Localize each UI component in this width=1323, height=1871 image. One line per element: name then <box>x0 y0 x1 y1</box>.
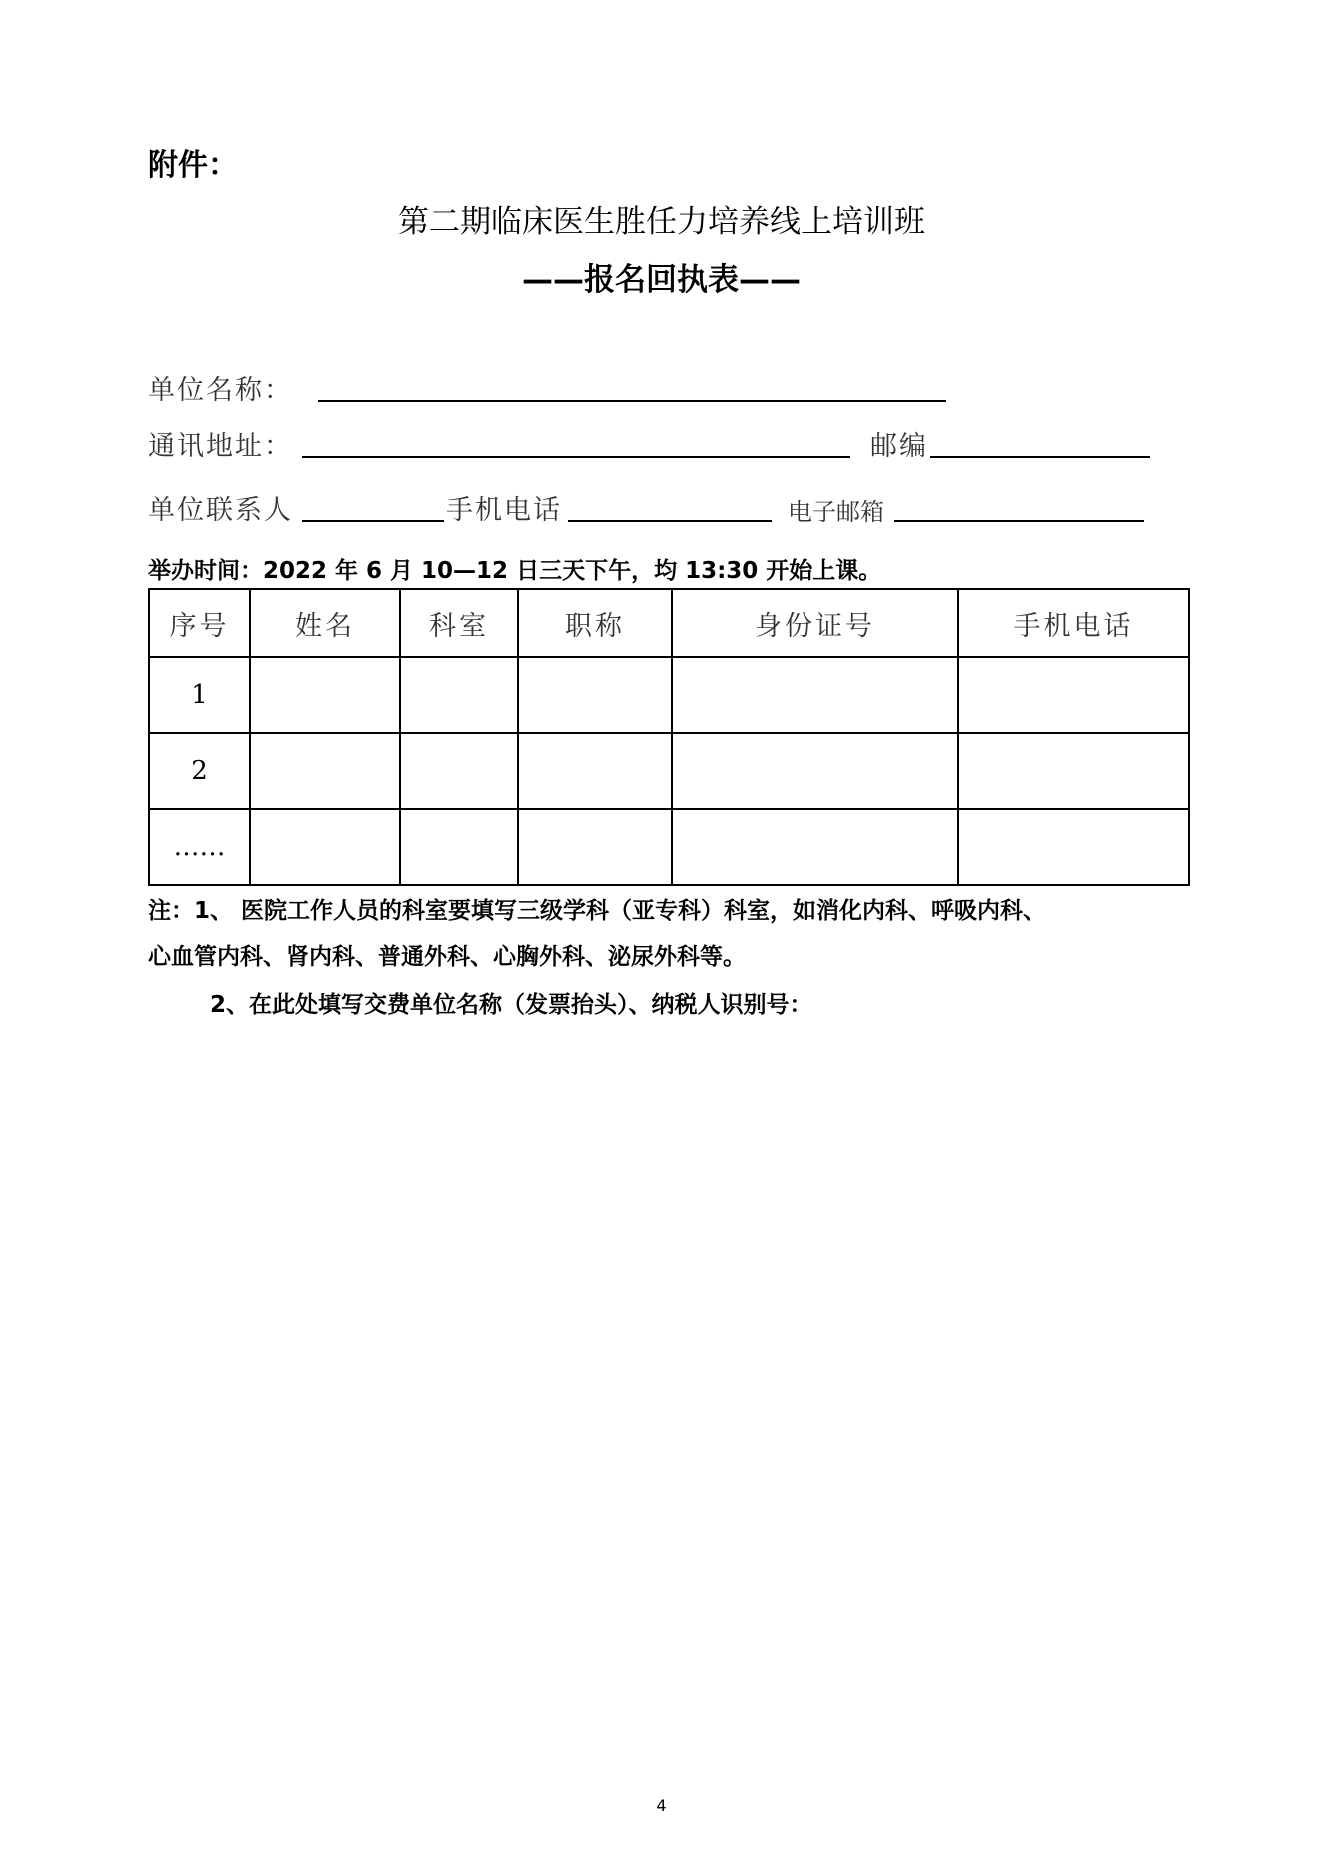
cell-mobile[interactable] <box>958 809 1189 885</box>
cell-id-number[interactable] <box>672 733 958 809</box>
row-serial: …… <box>149 809 250 885</box>
mobile-field[interactable] <box>568 520 772 522</box>
cell-name[interactable] <box>250 733 400 809</box>
document-subtitle: ——报名回执表—— <box>522 262 801 298</box>
header-mobile: 手机电话 <box>958 589 1189 657</box>
email-label: 电子邮箱 <box>788 498 884 526</box>
cell-title[interactable] <box>518 657 672 733</box>
header-id-number: 身份证号 <box>672 589 958 657</box>
header-title: 职称 <box>518 589 672 657</box>
table-row <box>149 733 1189 809</box>
postcode-field[interactable] <box>930 456 1150 458</box>
schedule-text: 举办时间：2022 年 6 月 10—12 日三天下午，均 13:30 开始上课。 <box>148 558 882 584</box>
table-header-row <box>149 589 1189 657</box>
table-row <box>149 809 1189 885</box>
table-row <box>149 657 1189 733</box>
address-label: 通讯地址： <box>148 431 293 462</box>
cell-name[interactable] <box>250 809 400 885</box>
cell-mobile[interactable] <box>958 657 1189 733</box>
cell-name[interactable] <box>250 657 400 733</box>
cell-mobile[interactable] <box>958 733 1189 809</box>
note-line-3: 2、在此处填写交费单位名称（发票抬头）、纳税人识别号： <box>210 992 813 1018</box>
row-serial: 1 <box>149 657 250 733</box>
contact-label: 单位联系人 <box>148 495 293 526</box>
cell-id-number[interactable] <box>672 809 958 885</box>
document-title: 第二期临床医生胜任力培养线上培训班 <box>398 204 925 240</box>
header-name: 姓名 <box>250 589 400 657</box>
cell-title[interactable] <box>518 809 672 885</box>
attachment-label: 附件： <box>148 148 238 183</box>
cell-id-number[interactable] <box>672 657 958 733</box>
registration-table <box>148 588 1190 886</box>
cell-title[interactable] <box>518 733 672 809</box>
header-serial: 序号 <box>149 589 250 657</box>
cell-department[interactable] <box>400 809 518 885</box>
cell-department[interactable] <box>400 657 518 733</box>
postcode-label: 邮编 <box>870 431 928 462</box>
page-number: 4 <box>656 1796 667 1815</box>
contact-field[interactable] <box>302 520 444 522</box>
row-serial: 2 <box>149 733 250 809</box>
email-field[interactable] <box>894 520 1144 522</box>
note-line-1: 注：1、 医院工作人员的科室要填写三级学科（亚专科）科室，如消化内科、呼吸内科、 <box>148 898 1047 924</box>
cell-department[interactable] <box>400 733 518 809</box>
mobile-label: 手机电话 <box>446 495 562 526</box>
note-line-2: 心血管内科、肾内科、普通外科、心胸外科、泌尿外科等。 <box>148 944 746 970</box>
address-field[interactable] <box>302 456 850 458</box>
unit-name-field[interactable] <box>318 400 946 402</box>
unit-name-label: 单位名称： <box>148 375 293 406</box>
header-department: 科室 <box>400 589 518 657</box>
